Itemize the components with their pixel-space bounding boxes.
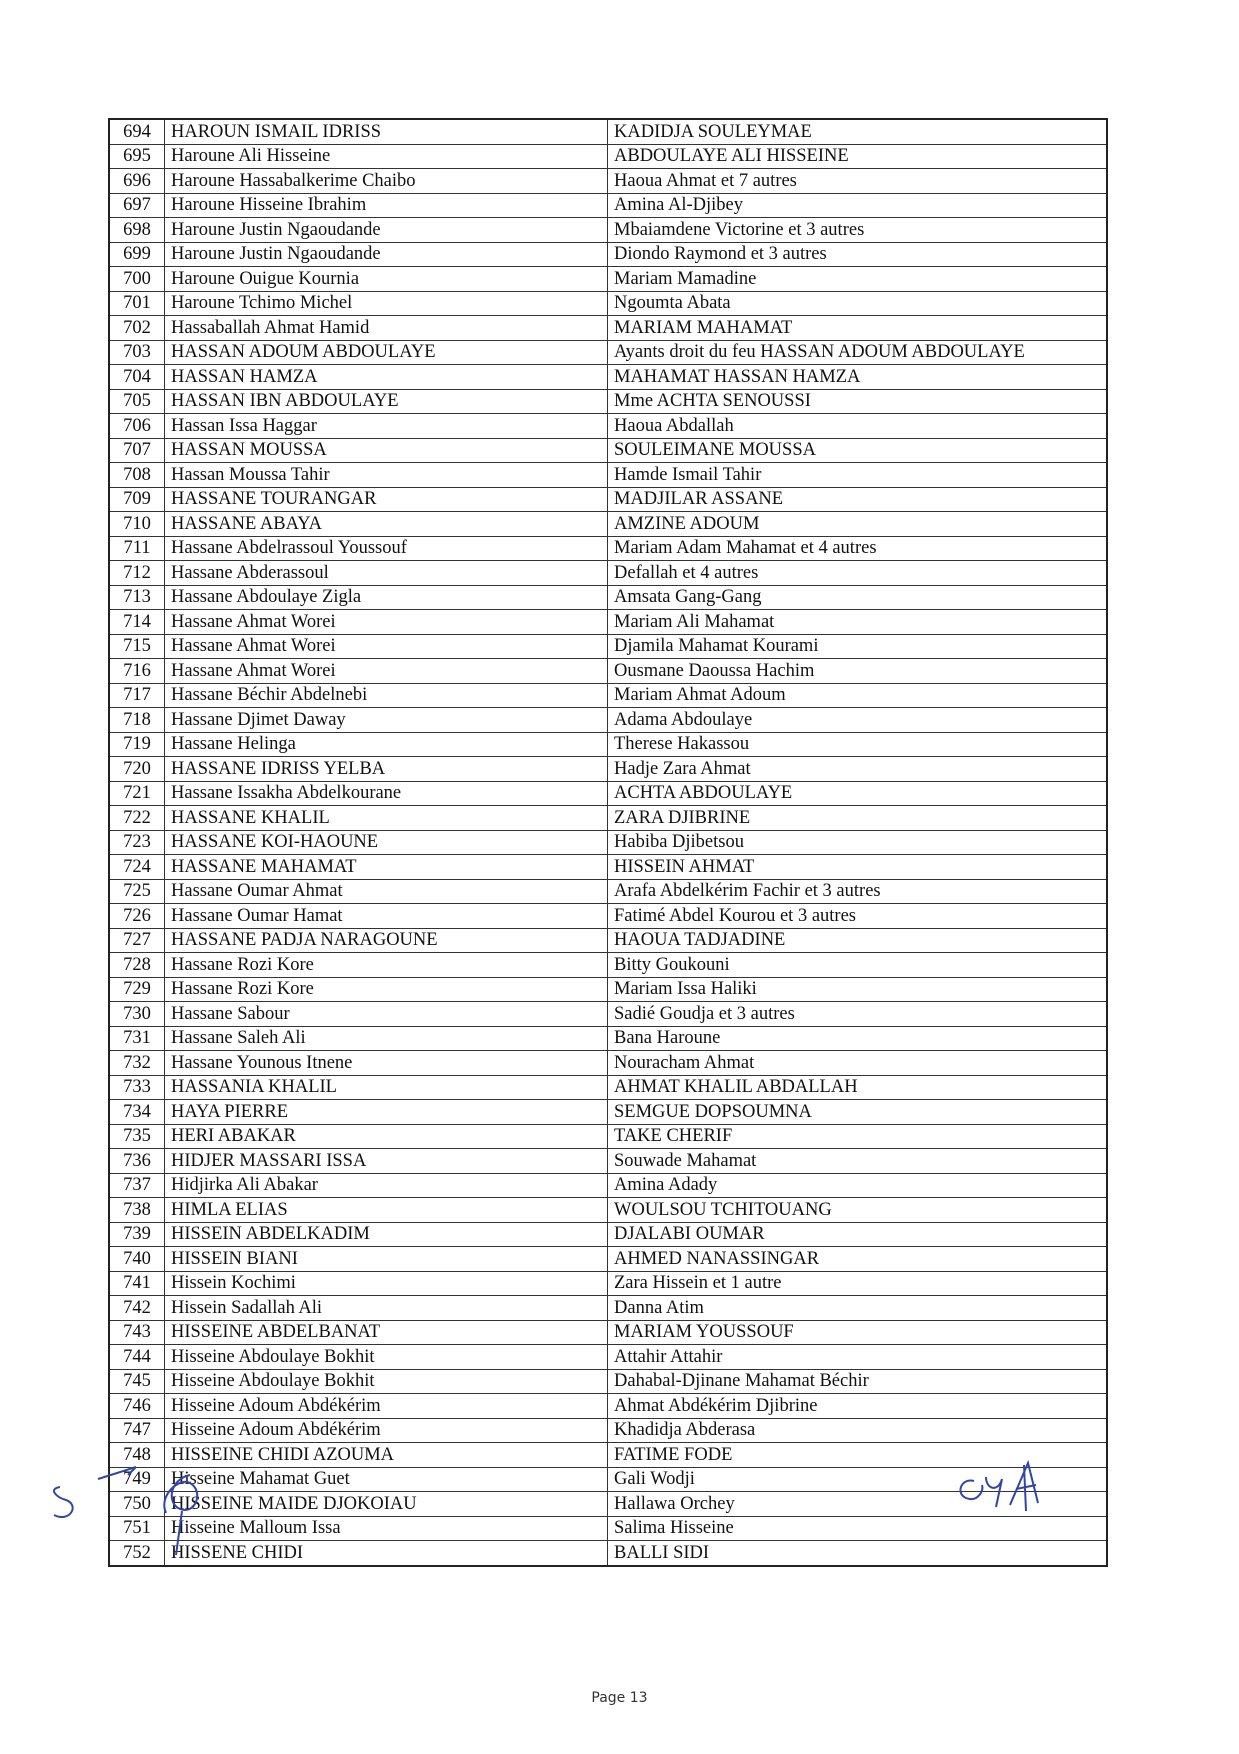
table-row — [109, 1345, 1107, 1370]
beneficiary-name: Hassan Moussa Tahir — [165, 463, 608, 488]
beneficiary-name: Hisseine Mahamat Guet — [165, 1467, 608, 1492]
table-row — [109, 487, 1107, 512]
row-number: 719 — [109, 732, 165, 757]
row-number: 712 — [109, 561, 165, 586]
row-number: 717 — [109, 683, 165, 708]
heir-name: DJALABI OUMAR — [608, 1222, 1108, 1247]
heir-name: ABDOULAYE ALI HISSEINE — [608, 144, 1108, 169]
table-row — [109, 1149, 1107, 1174]
beneficiary-name: Hassane Oumar Ahmat — [165, 879, 608, 904]
heir-name: FATIME FODE — [608, 1443, 1108, 1468]
table-row — [109, 1369, 1107, 1394]
heir-name: Ngoumta Abata — [608, 291, 1108, 316]
heir-name: Salima Hisseine — [608, 1516, 1108, 1541]
table-row — [109, 1418, 1107, 1443]
table-row — [109, 1173, 1107, 1198]
table-row — [109, 977, 1107, 1002]
table-row — [109, 536, 1107, 561]
row-number: 745 — [109, 1369, 165, 1394]
beneficiary-name: Haroune Justin Ngaoudande — [165, 218, 608, 243]
heir-name: Mariam Mamadine — [608, 267, 1108, 292]
row-number: 728 — [109, 953, 165, 978]
beneficiary-name: HISSEINE ABDELBANAT — [165, 1320, 608, 1345]
beneficiary-name: Hissein Kochimi — [165, 1271, 608, 1296]
table-row — [109, 1124, 1107, 1149]
heir-name: Mariam Issa Haliki — [608, 977, 1108, 1002]
table-row — [109, 683, 1107, 708]
row-number: 708 — [109, 463, 165, 488]
table-row — [109, 512, 1107, 537]
row-number: 733 — [109, 1075, 165, 1100]
heir-name: Defallah et 4 autres — [608, 561, 1108, 586]
beneficiary-name: HASSAN IBN ABDOULAYE — [165, 389, 608, 414]
beneficiary-name: HASSANE MAHAMAT — [165, 855, 608, 880]
table-row — [109, 855, 1107, 880]
heir-name: WOULSOU TCHITOUANG — [608, 1198, 1108, 1223]
heir-name: Habiba Djibetsou — [608, 830, 1108, 855]
heir-name: Mbaiamdene Victorine et 3 autres — [608, 218, 1108, 243]
beneficiary-name: Hassane Abdoulaye Zigla — [165, 585, 608, 610]
beneficiary-name: HASSANE KHALIL — [165, 806, 608, 831]
row-number: 752 — [109, 1541, 165, 1566]
row-number: 741 — [109, 1271, 165, 1296]
row-number: 738 — [109, 1198, 165, 1223]
table-row — [109, 1198, 1107, 1223]
beneficiary-name: Hassane Ahmat Worei — [165, 634, 608, 659]
heir-name: MADJILAR ASSANE — [608, 487, 1108, 512]
row-number: 723 — [109, 830, 165, 855]
heir-name: Diondo Raymond et 3 autres — [608, 242, 1108, 267]
row-number: 730 — [109, 1002, 165, 1027]
table-row — [109, 316, 1107, 341]
table-row — [109, 659, 1107, 684]
initials-signature-right — [940, 1455, 1060, 1525]
heir-name: AHMAT KHALIL ABDALLAH — [608, 1075, 1108, 1100]
heir-name: KADIDJA SOULEYMAE — [608, 119, 1108, 144]
heir-name: Gali Wodji — [608, 1467, 1108, 1492]
beneficiary-name: Hisseine Adoum Abdékérim — [165, 1418, 608, 1443]
beneficiary-name: Haroune Ali Hisseine — [165, 144, 608, 169]
beneficiary-name: HAYA PIERRE — [165, 1100, 608, 1125]
table-row — [109, 218, 1107, 243]
heir-name: Djamila Mahamat Kourami — [608, 634, 1108, 659]
heir-name: SEMGUE DOPSOUMNA — [608, 1100, 1108, 1125]
heir-name: ZARA DJIBRINE — [608, 806, 1108, 831]
beneficiary-name: HASSAN HAMZA — [165, 365, 608, 390]
heir-name: AMZINE ADOUM — [608, 512, 1108, 537]
row-number: 737 — [109, 1173, 165, 1198]
heir-name: Hamde Ismail Tahir — [608, 463, 1108, 488]
table-row — [109, 781, 1107, 806]
heir-name: Nouracham Ahmat — [608, 1051, 1108, 1076]
beneficiary-name: HASSAN ADOUM ABDOULAYE — [165, 340, 608, 365]
heir-name: Fatimé Abdel Kourou et 3 autres — [608, 904, 1108, 929]
heir-name: Amina Adady — [608, 1173, 1108, 1198]
row-number: 721 — [109, 781, 165, 806]
beneficiary-name: HIDJER MASSARI ISSA — [165, 1149, 608, 1174]
table-row — [109, 1247, 1107, 1272]
row-number: 732 — [109, 1051, 165, 1076]
table-row — [109, 1026, 1107, 1051]
row-number: 720 — [109, 757, 165, 782]
beneficiary-name: HASSANIA KHALIL — [165, 1075, 608, 1100]
table-row — [109, 1100, 1107, 1125]
table-row — [109, 708, 1107, 733]
table-row — [109, 193, 1107, 218]
beneficiary-name: HISSEINE MAIDE DJOKOIAU — [165, 1492, 608, 1517]
table-row — [109, 1394, 1107, 1419]
beneficiary-name: Hassane Rozi Kore — [165, 953, 608, 978]
beneficiary-name: HASSANE IDRISS YELBA — [165, 757, 608, 782]
beneficiary-name: Hassane Rozi Kore — [165, 977, 608, 1002]
table-row — [109, 1222, 1107, 1247]
table-row — [109, 438, 1107, 463]
table-row — [109, 389, 1107, 414]
beneficiary-name: Hassane Abdelrassoul Youssouf — [165, 536, 608, 561]
beneficiary-name: Hassane Ahmat Worei — [165, 659, 608, 684]
heir-name: Mariam Adam Mahamat et 4 autres — [608, 536, 1108, 561]
row-number: 707 — [109, 438, 165, 463]
heir-name: TAKE CHERIF — [608, 1124, 1108, 1149]
row-number: 695 — [109, 144, 165, 169]
beneficiary-name: Hassane Béchir Abdelnebi — [165, 683, 608, 708]
row-number: 703 — [109, 340, 165, 365]
row-number: 725 — [109, 879, 165, 904]
beneficiary-name: HISSEIN ABDELKADIM — [165, 1222, 608, 1247]
row-number: 734 — [109, 1100, 165, 1125]
table-row — [109, 879, 1107, 904]
table-row — [109, 806, 1107, 831]
row-number: 740 — [109, 1247, 165, 1272]
beneficiary-name: Hassane Djimet Daway — [165, 708, 608, 733]
beneficiary-name: HISSEINE CHIDI AZOUMA — [165, 1443, 608, 1468]
heir-name: Haoua Ahmat et 7 autres — [608, 169, 1108, 194]
table-row — [109, 904, 1107, 929]
table-row — [109, 732, 1107, 757]
row-number: 701 — [109, 291, 165, 316]
beneficiary-name: HISSEIN BIANI — [165, 1247, 608, 1272]
heir-name: Arafa Abdelkérim Fachir et 3 autres — [608, 879, 1108, 904]
heir-name: Mme ACHTA SENOUSSI — [608, 389, 1108, 414]
beneficiary-name: Haroune Justin Ngaoudande — [165, 242, 608, 267]
row-number: 742 — [109, 1296, 165, 1321]
heir-name: Attahir Attahir — [608, 1345, 1108, 1370]
heir-name: Amina Al-Djibey — [608, 193, 1108, 218]
beneficiary-name: Hassane Oumar Hamat — [165, 904, 608, 929]
initials-signature-left — [40, 1455, 250, 1565]
heir-name: Mariam Ali Mahamat — [608, 610, 1108, 635]
heir-name: ACHTA ABDOULAYE — [608, 781, 1108, 806]
row-number: 700 — [109, 267, 165, 292]
row-number: 751 — [109, 1516, 165, 1541]
heir-name: Hallawa Orchey — [608, 1492, 1108, 1517]
beneficiary-name: Hassane Sabour — [165, 1002, 608, 1027]
heir-name: MARIAM MAHAMAT — [608, 316, 1108, 341]
table-row — [109, 119, 1107, 144]
table-row — [109, 1075, 1107, 1100]
table-row — [109, 1271, 1107, 1296]
row-number: 749 — [109, 1467, 165, 1492]
heir-name: Souwade Mahamat — [608, 1149, 1108, 1174]
beneficiary-name: HASSANE KOI-HAOUNE — [165, 830, 608, 855]
heir-name: Ousmane Daoussa Hachim — [608, 659, 1108, 684]
beneficiary-name: Haroune Hisseine Ibrahim — [165, 193, 608, 218]
row-number: 699 — [109, 242, 165, 267]
table-row — [109, 463, 1107, 488]
table-row — [109, 757, 1107, 782]
table-row — [109, 585, 1107, 610]
table-row — [109, 561, 1107, 586]
row-number: 713 — [109, 585, 165, 610]
table-row — [109, 414, 1107, 439]
row-number: 694 — [109, 119, 165, 144]
beneficiary-name: Hassaballah Ahmat Hamid — [165, 316, 608, 341]
heir-name: Dahabal-Djinane Mahamat Béchir — [608, 1369, 1108, 1394]
row-number: 731 — [109, 1026, 165, 1051]
heir-name: Ayants droit du feu HASSAN ADOUM ABDOULAYE — [608, 340, 1108, 365]
beneficiary-name: Haroune Ouigue Kournia — [165, 267, 608, 292]
heir-name: Khadidja Abderasa — [608, 1418, 1108, 1443]
row-number: 750 — [109, 1492, 165, 1517]
row-number: 736 — [109, 1149, 165, 1174]
row-number: 748 — [109, 1443, 165, 1468]
row-number: 746 — [109, 1394, 165, 1419]
beneficiary-name: Hassane Helinga — [165, 732, 608, 757]
table-row — [109, 953, 1107, 978]
table-row — [109, 1296, 1107, 1321]
row-number: 739 — [109, 1222, 165, 1247]
heir-name: Bitty Goukouni — [608, 953, 1108, 978]
heir-name: AHMED NANASSINGAR — [608, 1247, 1108, 1272]
beneficiary-name: HISSENE CHIDI — [165, 1541, 608, 1566]
table-row — [109, 830, 1107, 855]
heir-name: MARIAM YOUSSOUF — [608, 1320, 1108, 1345]
beneficiary-name: HASSAN MOUSSA — [165, 438, 608, 463]
heir-name: Amsata Gang-Gang — [608, 585, 1108, 610]
beneficiary-name: HASSANE PADJA NARAGOUNE — [165, 928, 608, 953]
heir-name: HAOUA TADJADINE — [608, 928, 1108, 953]
heir-name: MAHAMAT HASSAN HAMZA — [608, 365, 1108, 390]
beneficiary-name: Haroune Tchimo Michel — [165, 291, 608, 316]
table-row — [109, 267, 1107, 292]
row-number: 702 — [109, 316, 165, 341]
table-row — [109, 634, 1107, 659]
row-number: 698 — [109, 218, 165, 243]
heir-name: Mariam Ahmat Adoum — [608, 683, 1108, 708]
heir-name: Danna Atim — [608, 1296, 1108, 1321]
beneficiary-name: Hassan Issa Haggar — [165, 414, 608, 439]
heir-name: BALLI SIDI — [608, 1541, 1108, 1566]
beneficiary-name: HASSANE ABAYA — [165, 512, 608, 537]
table-row — [109, 1002, 1107, 1027]
table-row — [109, 291, 1107, 316]
table-row — [109, 610, 1107, 635]
beneficiary-name: HASSANE TOURANGAR — [165, 487, 608, 512]
row-number: 704 — [109, 365, 165, 390]
row-number: 747 — [109, 1418, 165, 1443]
beneficiary-name: HAROUN ISMAIL IDRISS — [165, 119, 608, 144]
row-number: 715 — [109, 634, 165, 659]
heir-name: HISSEIN AHMAT — [608, 855, 1108, 880]
table-row — [109, 242, 1107, 267]
page-number: Page 13 — [591, 1690, 648, 1706]
row-number: 709 — [109, 487, 165, 512]
heir-name: Adama Abdoulaye — [608, 708, 1108, 733]
heir-name: Hadje Zara Ahmat — [608, 757, 1108, 782]
row-number: 726 — [109, 904, 165, 929]
row-number: 735 — [109, 1124, 165, 1149]
table-row — [109, 1320, 1107, 1345]
row-number: 705 — [109, 389, 165, 414]
beneficiary-name: Hidjirka Ali Abakar — [165, 1173, 608, 1198]
row-number: 706 — [109, 414, 165, 439]
beneficiary-name: Hassane Issakha Abdelkourane — [165, 781, 608, 806]
heir-name: Sadié Goudja et 3 autres — [608, 1002, 1108, 1027]
row-number: 722 — [109, 806, 165, 831]
row-number: 714 — [109, 610, 165, 635]
table-row — [109, 1541, 1107, 1566]
row-number: 727 — [109, 928, 165, 953]
beneficiary-name: HERI ABAKAR — [165, 1124, 608, 1149]
table-row — [109, 928, 1107, 953]
table-row — [109, 365, 1107, 390]
beneficiary-name: Hisseine Malloum Issa — [165, 1516, 608, 1541]
heir-name: Zara Hissein et 1 autre — [608, 1271, 1108, 1296]
table-row — [109, 169, 1107, 194]
row-number: 716 — [109, 659, 165, 684]
row-number: 743 — [109, 1320, 165, 1345]
row-number: 696 — [109, 169, 165, 194]
heir-name: Haoua Abdallah — [608, 414, 1108, 439]
row-number: 711 — [109, 536, 165, 561]
table-row — [109, 340, 1107, 365]
table-row — [109, 1051, 1107, 1076]
beneficiary-name: HIMLA ELIAS — [165, 1198, 608, 1223]
heir-name: Bana Haroune — [608, 1026, 1108, 1051]
beneficiary-name: Hassane Younous Itnene — [165, 1051, 608, 1076]
row-number: 697 — [109, 193, 165, 218]
beneficiary-name: Hissein Sadallah Ali — [165, 1296, 608, 1321]
beneficiary-name: Hisseine Abdoulaye Bokhit — [165, 1369, 608, 1394]
row-number: 724 — [109, 855, 165, 880]
row-number: 718 — [109, 708, 165, 733]
row-number: 710 — [109, 512, 165, 537]
heir-name: SOULEIMANE MOUSSA — [608, 438, 1108, 463]
beneficiary-name: Hassane Abderassoul — [165, 561, 608, 586]
heir-name: Therese Hakassou — [608, 732, 1108, 757]
beneficiary-name: Hassane Ahmat Worei — [165, 610, 608, 635]
row-number: 744 — [109, 1345, 165, 1370]
heir-name: Ahmat Abdékérim Djibrine — [608, 1394, 1108, 1419]
row-number: 729 — [109, 977, 165, 1002]
beneficiary-table — [108, 118, 1108, 1567]
beneficiary-name: Hassane Saleh Ali — [165, 1026, 608, 1051]
beneficiary-name: Hisseine Adoum Abdékérim — [165, 1394, 608, 1419]
beneficiary-name: Haroune Hassabalkerime Chaibo — [165, 169, 608, 194]
table-row — [109, 144, 1107, 169]
beneficiary-name: Hisseine Abdoulaye Bokhit — [165, 1345, 608, 1370]
table-body — [109, 119, 1107, 1566]
